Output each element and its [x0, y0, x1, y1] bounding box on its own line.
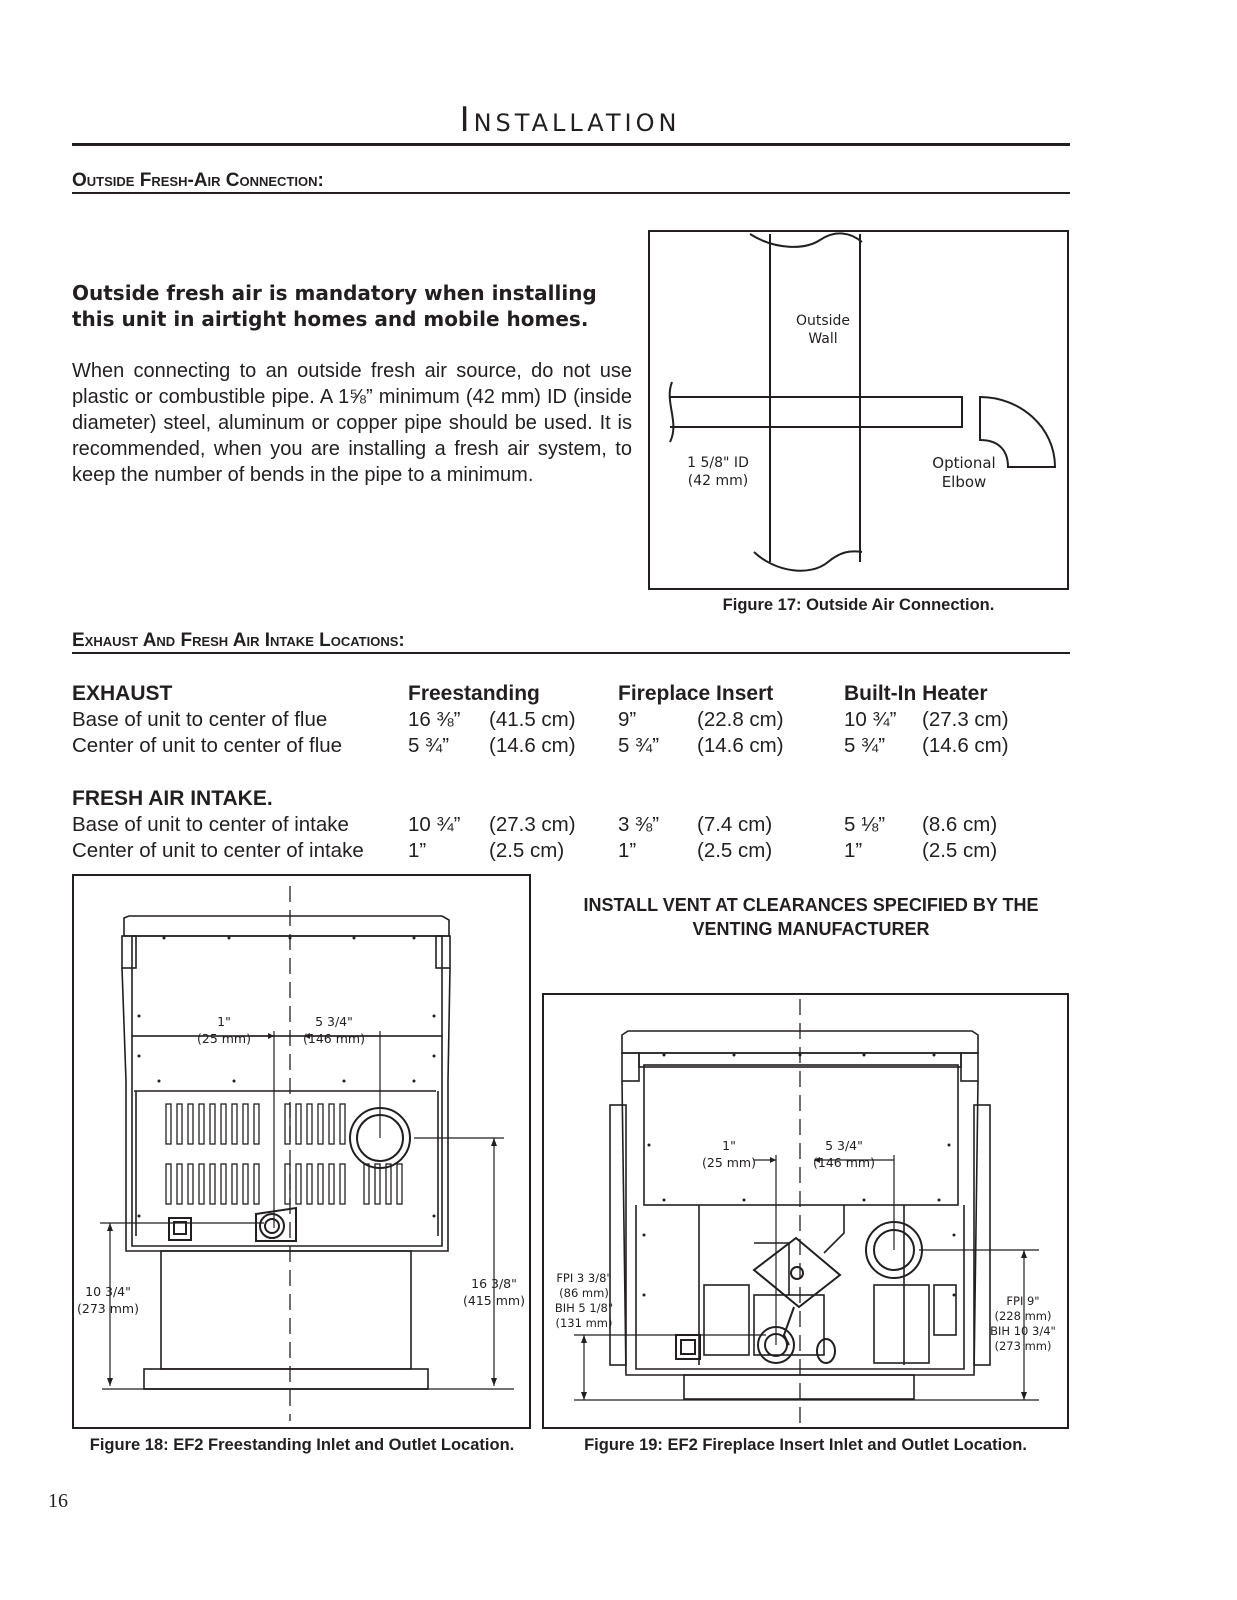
- cell-cm: (2.5 cm): [697, 839, 773, 862]
- figure-18-box: [72, 874, 531, 1429]
- dim-16-38: 16 3/8": [471, 1276, 517, 1291]
- dim-10-34: 10 3/4": [85, 1284, 131, 1299]
- cell-cm: (7.4 cm): [697, 813, 773, 836]
- cell-cm: (2.5 cm): [489, 839, 565, 862]
- figure-17-caption: Figure 17: Outside Air Connection.: [722, 596, 995, 614]
- label-optional: Optional: [932, 454, 996, 472]
- figure-18-diagram: [74, 876, 529, 1427]
- cell-in: 1”: [408, 839, 427, 862]
- cell-in: 16 ⅜”: [408, 708, 461, 731]
- dim-146mm: (146 mm): [813, 1155, 875, 1170]
- cell-in: 10 ¾”: [408, 813, 461, 836]
- section-rule: [72, 192, 1070, 194]
- dim-131mm: (131 mm): [555, 1316, 613, 1330]
- figure-19-box: [542, 993, 1069, 1429]
- cell-cm: (27.3 cm): [489, 813, 576, 836]
- label-wall: Wall: [808, 331, 838, 347]
- col-freestanding: Freestanding: [408, 682, 540, 705]
- figure-19-diagram: [544, 995, 1067, 1427]
- figure-18-caption: Figure 18: EF2 Freestanding Inlet and Outlet Location.: [89, 1436, 515, 1454]
- cell-cm: (2.5 cm): [922, 839, 998, 862]
- dim-5-34: 5 3/4": [825, 1138, 863, 1153]
- dim-228mm: (228 mm): [994, 1309, 1052, 1323]
- row-label: Base of unit to center of flue: [72, 708, 328, 731]
- page-number: 16: [48, 1490, 68, 1512]
- col-fireplace-insert: Fireplace Insert: [618, 682, 774, 705]
- cell-cm: (14.6 cm): [697, 734, 784, 757]
- section-heading-exhaust: Exhaust And Fresh Air Intake Locations:: [72, 630, 405, 651]
- dim-273mm: (273 mm): [994, 1339, 1052, 1353]
- dim-1in: 1": [722, 1138, 736, 1153]
- label-elbow: Elbow: [941, 473, 987, 491]
- intake-title: FRESH AIR INTAKE.: [72, 787, 273, 810]
- cell-in: 5 ¾”: [408, 734, 450, 757]
- cell-in: 5 ¾”: [844, 734, 886, 757]
- mandatory-notice: Outside fresh air is mandatory when installing this unit in airtight homes and mobile homes.: [72, 281, 597, 331]
- dim-1in: 1": [217, 1014, 231, 1029]
- dim-fpi-3-38: FPI 3 3/8": [556, 1271, 612, 1285]
- dim-86mm: (86 mm): [559, 1286, 609, 1300]
- figure-17-box: [648, 230, 1069, 590]
- dim-bih-5-18: BIH 5 1/8": [554, 1301, 614, 1315]
- col-built-in-heater: Built-In Heater: [844, 682, 988, 705]
- label-pipe-mm: (42 mm): [687, 473, 749, 489]
- title-rule: [72, 143, 1070, 146]
- fresh-air-paragraph: When connecting to an outside fresh air source, do not use plastic or combustible pipe. A 1⅝” minimum (42 mm) ID (inside diameter) steel, aluminum or copper pipe should be used. It is recommended, when you are installing a fresh air system, to keep the number of bends in the pipe to a minimum.: [72, 360, 632, 486]
- dim-273mm: (273 mm): [77, 1301, 139, 1316]
- exhaust-title: EXHAUST: [72, 682, 173, 705]
- section-heading-outside-air: Outside Fresh-Air Connection:: [72, 170, 324, 191]
- figure-17-diagram: [650, 232, 1067, 588]
- dim-25mm: (25 mm): [702, 1155, 756, 1170]
- cell-cm: (27.3 cm): [922, 708, 1009, 731]
- label-outside: Outside: [795, 313, 851, 329]
- section-rule: [72, 652, 1070, 654]
- figure-19-caption: Figure 19: EF2 Fireplace Insert Inlet and Outlet Location.: [584, 1436, 1027, 1454]
- cell-cm: (41.5 cm): [489, 708, 576, 731]
- row-label: Center of unit to center of flue: [72, 734, 343, 757]
- cell-in: 1”: [844, 839, 863, 862]
- label-pipe-id: 1 5/8" ID: [687, 455, 749, 471]
- cell-in: 5 ⅛”: [844, 813, 886, 836]
- row-label: Base of unit to center of intake: [72, 813, 349, 836]
- dim-fpi-9: FPI 9": [1006, 1294, 1040, 1308]
- page-title: Installation: [459, 100, 681, 140]
- cell-cm: (14.6 cm): [922, 734, 1009, 757]
- dim-146mm: (146 mm): [303, 1031, 365, 1046]
- cell-in: 5 ¾”: [618, 734, 660, 757]
- cell-in: 10 ¾”: [844, 708, 897, 731]
- row-label: Center of unit to center of intake: [72, 839, 364, 862]
- cell-cm: (14.6 cm): [489, 734, 576, 757]
- dim-415mm: (415 mm): [463, 1293, 525, 1308]
- cell-in: 1”: [618, 839, 637, 862]
- dim-5-34: 5 3/4": [315, 1014, 353, 1029]
- cell-in: 9”: [618, 708, 637, 731]
- dim-bih-10-34: BIH 10 3/4": [990, 1324, 1056, 1338]
- cell-cm: (22.8 cm): [697, 708, 784, 731]
- cell-cm: (8.6 cm): [922, 813, 998, 836]
- vent-clearance-notice: INSTALL VENT AT CLEARANCES SPECIFIED BY THE VENTING MANUFACTURER: [583, 895, 1039, 939]
- dim-25mm: (25 mm): [197, 1031, 251, 1046]
- cell-in: 3 ⅜”: [618, 813, 660, 836]
